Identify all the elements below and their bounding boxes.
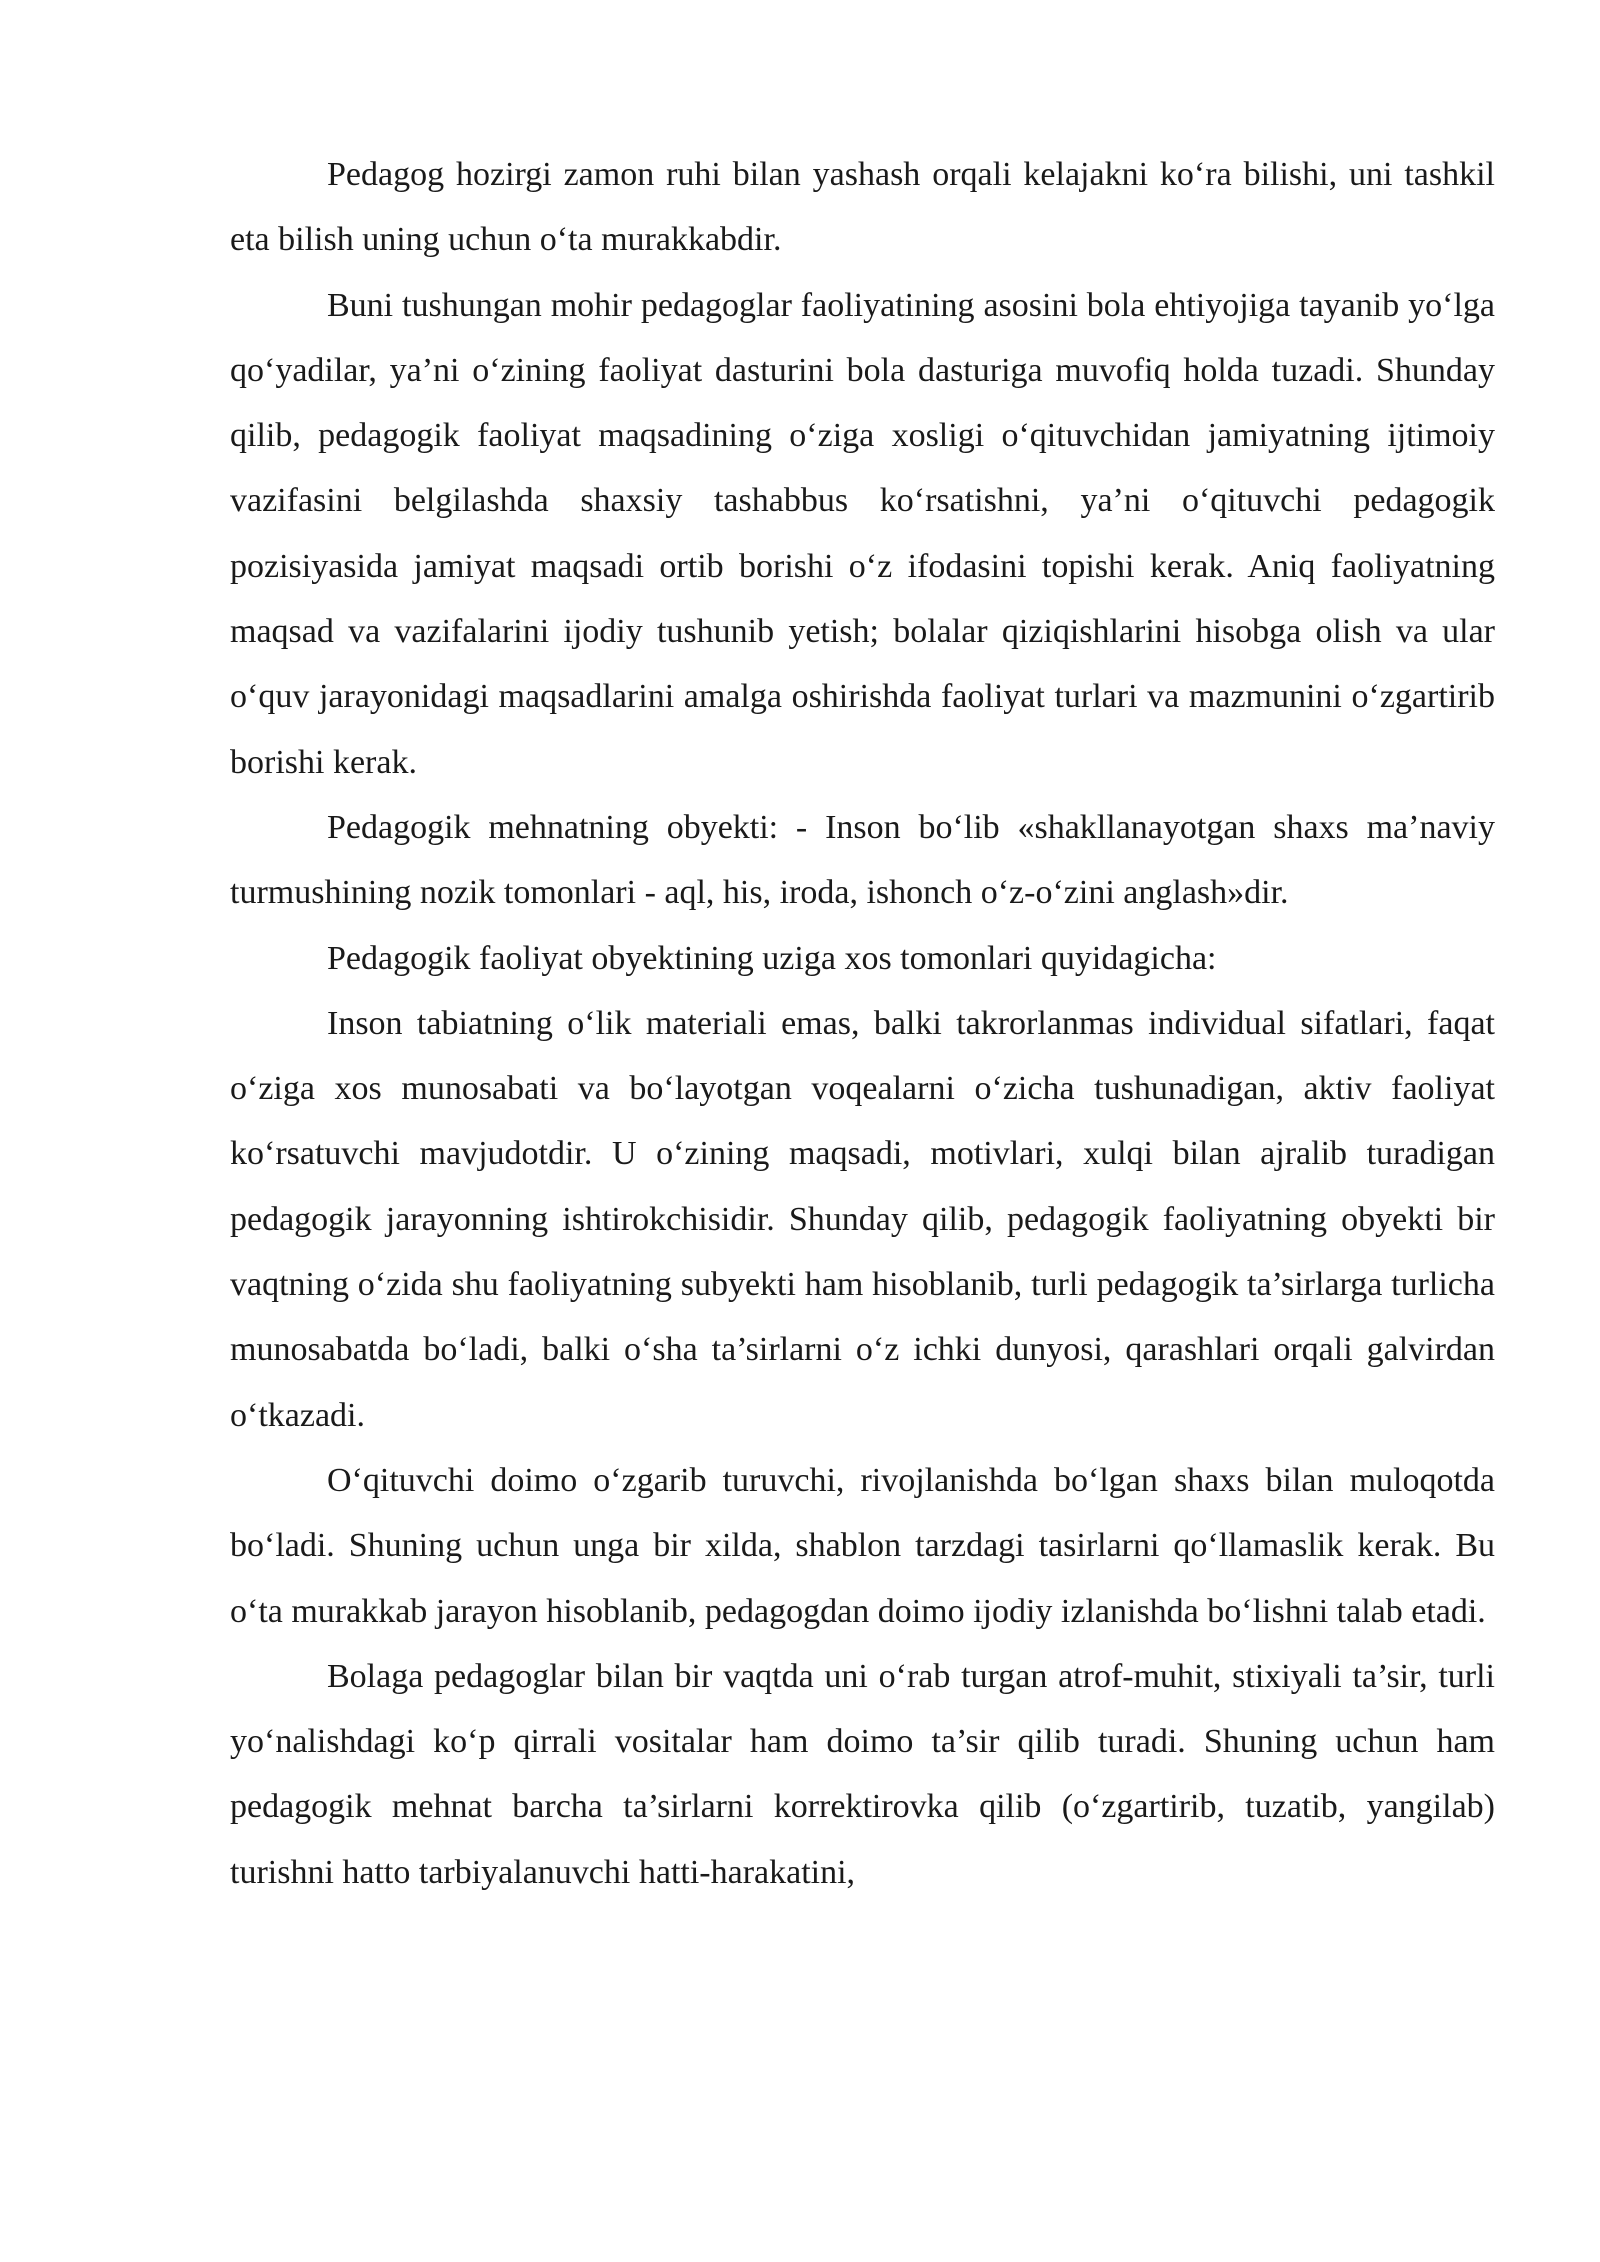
paragraph: Inson tabiatning o‘lik materiali emas, balki takrorlanmas individual sifatlari, faqat o‘ziga xos munosabati va bo‘layotgan voqealarni o‘zicha tushunadigan, aktiv faoliyat ko‘rsatuvchi mavjudotdir. U o‘zining maqsadi, motivlari, xulqi bilan ajralib turadigan pedagogik jarayonning ishtirokchisidir. Shunday qilib, pedagogik faoliyatning obyekti bir vaqtning o‘zida shu faoliyatning subyekti ham hisoblanib, turli pedagogik ta’sirlarga turlicha munosabatda bo‘ladi, balki o‘sha ta’sirlarni o‘z ichki dunyosi, qarashlari orqali galvirdan o‘tkazadi. — [230, 1004, 1495, 1434]
paragraph: O‘qituvchi doimo o‘zgarib turuvchi, rivojlanishda bo‘lgan shaxs bilan muloqotda bo‘ladi. Shuning uchun unga bir xilda, shablon tarzdagi tasirlarni qo‘llamaslik kerak. Bu o‘ta murakkab jarayon hisoblanib, pedagogdan doimo ijodiy izlanishda bo‘lishni talab etadi. — [230, 1461, 1495, 1630]
paragraph: Bolaga pedagoglar bilan bir vaqtda uni o‘rab turgan atrof-muhit, stixiyali ta’sir, turli yo‘nalishdagi ko‘p qirrali vositalar ham doimo ta’sir qilib turadi. Shuning uchun ham pedagogik mehnat barcha ta’sirlarni korrektirovka qilib (o‘zgartirib, tuzatib, yangilab) turishni hatto tarbiyalanuvchi hatti-harakatini, — [230, 1657, 1495, 1891]
paragraph: Pedagog hozirgi zamon ruhi bilan yashash orqali kelajakni ko‘ra bilishi, uni tashkil eta bilish uning uchun o‘ta murakkabdir. — [230, 156, 1495, 259]
paragraph: Buni tushungan mohir pedagoglar faoliyatining asosini bola ehtiyojiga tayanib yo‘lga qo‘yadilar, ya’ni o‘zining faoliyat dasturini bola dasturiga muvofiq holda tuzadi. Shunday qilib, pedagogik faoliyat maqsadining o‘ziga xosligi o‘qituvchidan jamiyatning ijtimoiy vazifasini belgilashda shaxsiy tashabbus ko‘rsatishni, ya’ni o‘qituvchi pedagogik pozisiyasida jamiyat maqsadi ortib borishi o‘z ifodasini topishi kerak. Aniq faoliyatning maqsad va vazifalarini ijodiy tushunib yetish; bolalar qiziqishlarini hisobga olish va ular o‘quv jarayonidagi maqsadlarini amalga oshirishda faoliyat turlari va mazmunini o‘zgartirib borishi kerak. — [230, 286, 1495, 781]
paragraph: Pedagogik faoliyat obyektining uziga xos tomonlari quyidagicha: — [327, 939, 1217, 977]
paragraph: Pedagogik mehnatning obyekti: - Inson bo‘lib «shakllanayotgan shaxs ma’naviy turmushining nozik tomonlari - aql, his, iroda, ishonch o‘z-o‘zini anglash»dir. — [230, 808, 1495, 912]
document-body — [230, 142, 1495, 1905]
